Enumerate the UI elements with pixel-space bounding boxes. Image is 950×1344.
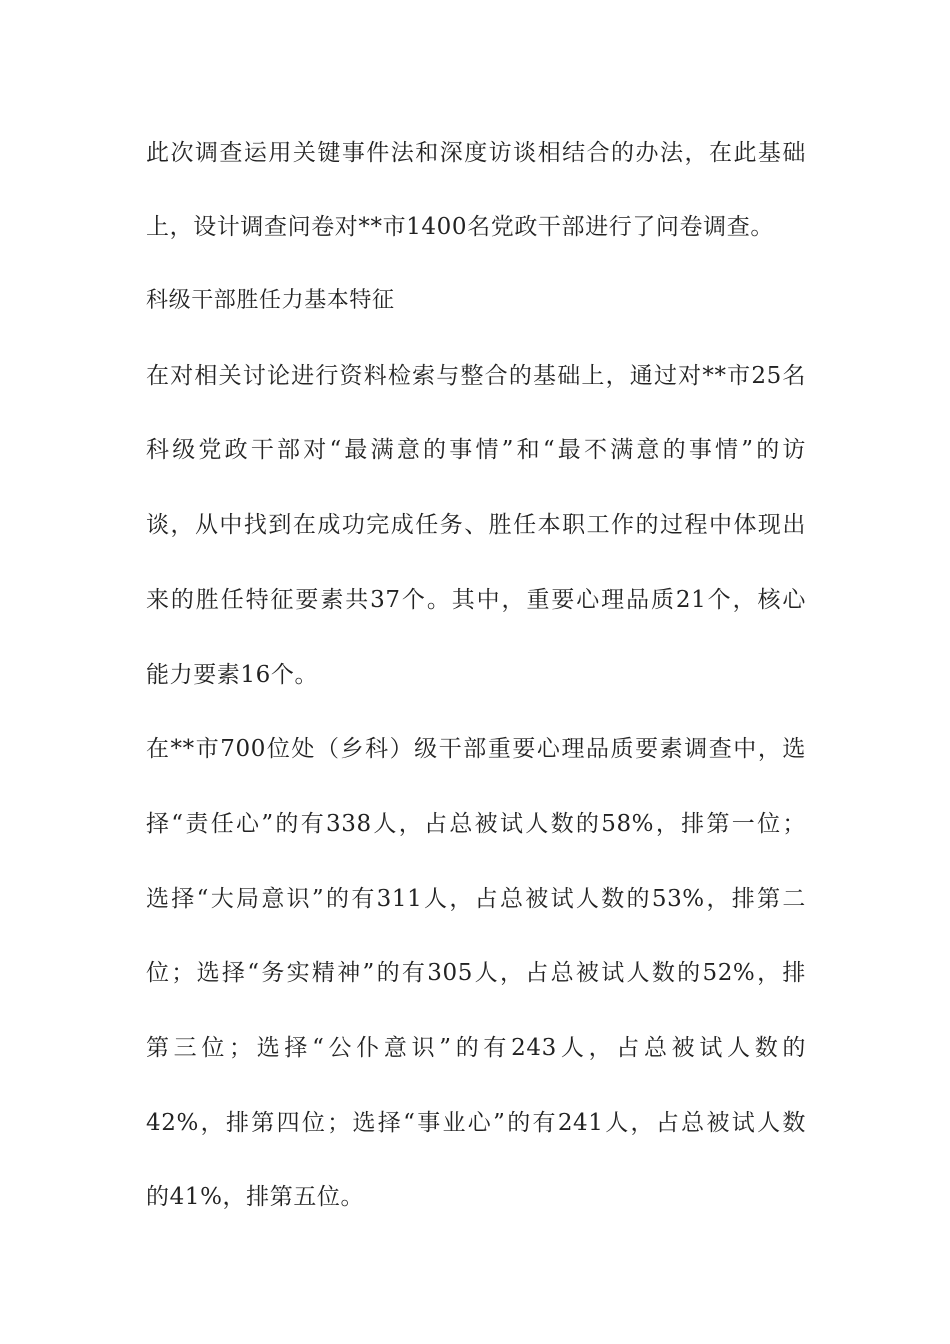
section-heading: 科级干部胜任力基本特征 — [146, 288, 395, 313]
paragraph-3-line-7: 的41%，排第五位。 — [146, 1184, 365, 1210]
paragraph-3-line-3: 选择“大局意识”的有311人，占总被试人数的53%，排第二 — [146, 886, 806, 912]
paragraph-2-line-4: 来的胜任特征要素共37个。其中，重要心理品质21个，核心 — [146, 587, 806, 613]
paragraph-2-line-3: 谈，从中找到在成功完成任务、胜任本职工作的过程中体现出 — [146, 512, 806, 538]
paragraph-1-line-2: 上，设计调查问卷对**市1400名党政干部进行了问卷调查。 — [146, 214, 774, 240]
paragraph-3-line-5: 第三位；选择“公仆意识”的有243人，占总被试人数的 — [146, 1035, 806, 1061]
paragraph-2-line-2: 科级党政干部对“最满意的事情”和“最不满意的事情”的访 — [146, 437, 806, 463]
paragraph-3-line-4: 位；选择“务实精神”的有305人，占总被试人数的52%，排 — [146, 960, 806, 986]
paragraph-2-line-1: 在对相关讨论进行资料检索与整合的基础上，通过对**市25名 — [146, 363, 806, 389]
paragraph-3-line-6: 42%，排第四位；选择“事业心”的有241人，占总被试人数 — [146, 1110, 806, 1136]
paragraph-3-line-1: 在**市700位处（乡科）级干部重要心理品质要素调查中，选 — [146, 736, 806, 762]
paragraph-1-line-1: 此次调查运用关键事件法和深度访谈相结合的办法，在此基础 — [146, 140, 806, 166]
paragraph-3-line-2: 择“责任心”的有338人，占总被试人数的58%，排第一位； — [146, 811, 806, 837]
paragraph-2-line-5: 能力要素16个。 — [146, 662, 319, 688]
